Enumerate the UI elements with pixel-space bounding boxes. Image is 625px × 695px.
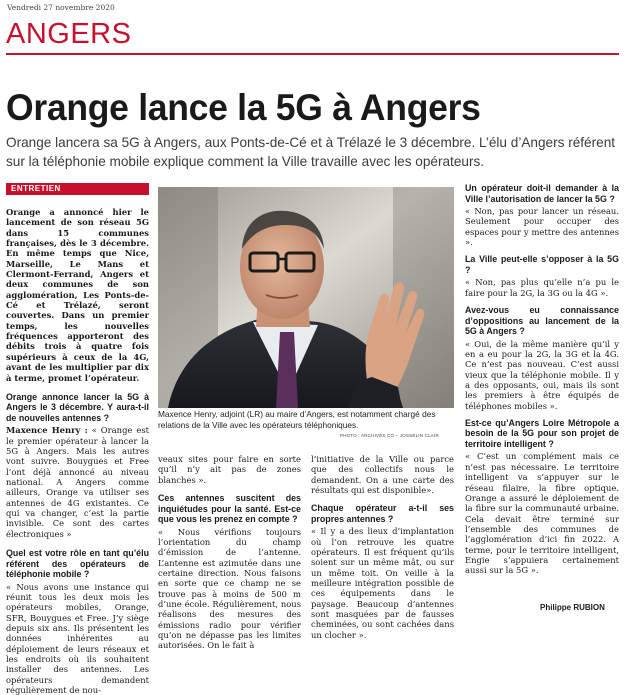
answer-3-continued: l’initiative de la Ville ou parce que des collectifs nous le demandent. On a une carte des résultats qui est disponible». bbox=[311, 454, 454, 496]
column-2 bbox=[158, 454, 301, 651]
question-3: Ces antennes suscitent des inquiétudes pour la santé. Est-ce que vous les prenez en compte ? bbox=[158, 493, 301, 525]
answer-1 bbox=[6, 425, 149, 539]
answer-5: « Non, pas pour lancer un réseau. Seulement pour occuper des espaces pour y mettre des antennes ». bbox=[465, 206, 619, 248]
answer-1-text: « Orange est le premier opérateur à lancer la 5G à Angers. Mais les autres vont suivre. Bouygues et Free l’ont déjà annoncé au niveau national. A Angers comme ailleurs, Orange va utiliser ses antennes de 4G existantes. Ce qui va changer, c’est la partie invisible. Ce sont des cartes électroniques » bbox=[6, 425, 149, 539]
section-rubric: ANGERS bbox=[6, 18, 132, 50]
answer-3: « Nous vérifions toujours l’orientation du champ d’émission de l’antenne. L’antenne est azimutée dans une certaine direction. Nous faisons en sorte que ce champ ne se trouve pas à moins de 500 m d’une école. Régulièrement, nous réalisons des mesures des émissions radio pour vérifier qu’on ne dépasse pas les limites autorisées. On le fait à bbox=[158, 526, 301, 651]
intro-paragraph: Orange a annoncé hier le lancement de son réseau 5G dans 15 communes françaises, dès le 3 décembre. En même temps que Nice, Marseille, Le Mans et Clermont-Ferrand, Angers et deux communes de son agglomération, Les Ponts-de-Cé et Trélazé, seront couvertes. Dans un premier temps, les nouvelles fréquences apporteront des débits trois à quatre fois supérieurs à ceux de la 4G, avant de les multiplier par dix à terme, promet l’opérateur. bbox=[6, 207, 149, 383]
rubric-rule bbox=[6, 53, 619, 55]
question-7: Avez-vous eu connaissance d’oppositions au lancement de la 5G à Angers ? bbox=[465, 305, 619, 337]
answer-7: « Oui, de la même manière qu’il y en a eu pour la 2G, la 3G et la 4G. Ce n’est pas nouveau. C’est aussi vieux que la téléphonie mobile. Il y a des opposants, oui, mais ils sont les premiers à être équipés de téléphones mobiles ». bbox=[465, 338, 619, 411]
standfirst: Orange lancera sa 5G à Angers, aux Ponts-de-Cé et à Trélazé le 3 décembre. L’élu d’Angers référent sur la téléphonie mobile explique comment la Ville travaille avec les opérateurs. bbox=[6, 135, 616, 169]
headline: Orange lance la 5G à Angers bbox=[6, 87, 481, 128]
answer-2-continued: veaux sites pour faire en sorte qu’il n’y ait pas de zones blanches ». bbox=[158, 454, 301, 485]
photo-caption: Maxence Henry, adjoint (LR) au maire d’Angers, est notamment chargé des relations de la Ville avec les opérateurs téléphoniques. bbox=[158, 409, 436, 430]
date-line: Vendredi 27 novembre 2020 bbox=[7, 3, 115, 12]
entretien-tag-label: ENTRETIEN bbox=[11, 184, 61, 193]
question-4: Chaque opérateur a-t-il ses propres antennes ? bbox=[311, 503, 454, 524]
photo-credit: PHOTO : ARCHIVES CO – JOSSELIN CLAIR bbox=[340, 433, 439, 438]
speaker-name: Maxence Henry : bbox=[6, 425, 88, 436]
column-1 bbox=[6, 207, 149, 695]
answer-4: « Il y a des lieux d’implantation où l’on retrouve les quatre opérateurs. Il est fréquent qu’ils soient sur un même mât, ou sur un même toit. On veille à la meilleure intégration possible de ces équipements dans le paysage. Beaucoup d’antennes sont masquées par de fausses cheminées, ou sont cachées dans un clocher ». bbox=[311, 526, 454, 640]
portrait-photo bbox=[158, 187, 454, 408]
question-8: Est-ce qu’Angers Loire Métropole a besoin de la 5G pour son projet de territoire intelligent ? bbox=[465, 417, 619, 449]
answer-8: « C’est un complément mais ce n’est pas nécessaire. Le territoire intelligent va s’appuyer sur le réseau filaire, la fibre optique. Orange a assuré le déploiement de la fibre sur la communauté urbaine. Cela devait être terminé sur l’ensemble des communes de l’agglomération d’ici fin 2022. A terme, pour le territoire intelligent, Engie s’appuiera certainement aussi sur la 5G ». bbox=[465, 451, 619, 576]
column-4 bbox=[465, 183, 619, 576]
answer-6: « Non, pas plus qu’elle n’a pu le faire pour la 2G, la 3G ou la 4G ». bbox=[465, 277, 619, 298]
question-2: Quel est votre rôle en tant qu’élu référent des opérateurs de téléphonie mobile ? bbox=[6, 548, 149, 580]
question-5: Un opérateur doit-il demander à la Ville l’autorisation de lancer la 5G ? bbox=[465, 183, 619, 204]
portrait-illustration bbox=[158, 187, 454, 408]
answer-2: « Nous avons une instance qui réunit tous les deux mois les opérateurs mobiles, Orange, SFR, Bouygues et Free. J’y siège depuis six ans. Ils présentent les données inhérentes au déploiement de leurs réseaux et les endroits où ils souhaitent installer des antennes. Les opérateurs demandent régulièrement de nou- bbox=[6, 581, 149, 695]
entretien-tag bbox=[6, 183, 149, 195]
author-signature: Philippe RUBION bbox=[540, 603, 605, 612]
column-3 bbox=[311, 454, 454, 640]
question-6: La Ville peut-elle s’opposer à la 5G ? bbox=[465, 254, 619, 275]
question-1: Orange annonce lancer la 5G à Angers le 3 décembre. Y aura-t-il de nouvelles antennes ? bbox=[6, 391, 149, 423]
